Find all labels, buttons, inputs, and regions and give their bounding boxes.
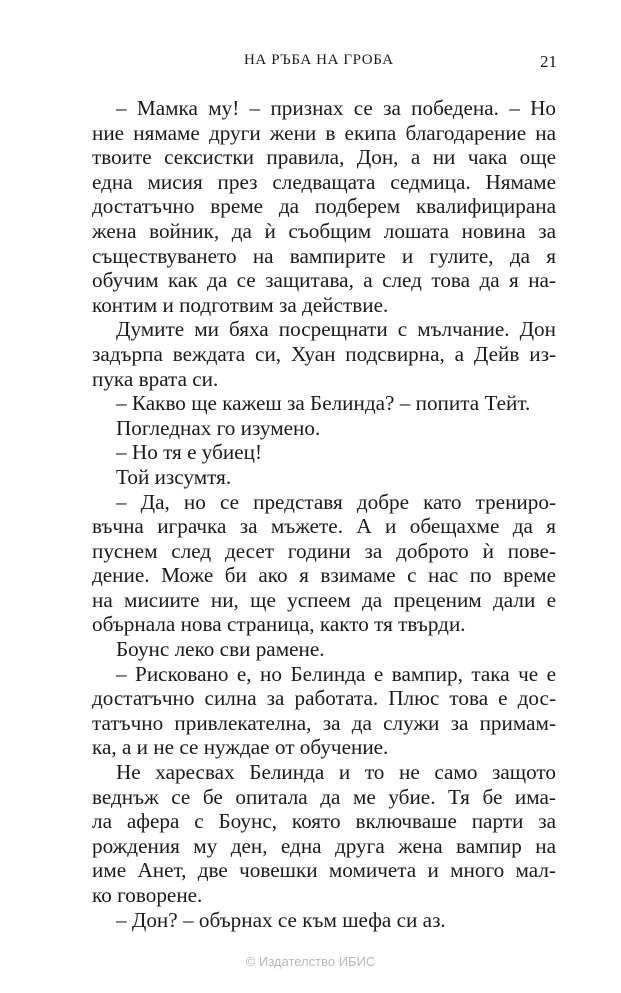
text-line: Той изсумтя. [116, 464, 232, 489]
text-line: татъчно привлекателна, за да служи за примам- [92, 710, 556, 735]
text-line: – Дон? – обърнах се към шефа си аз. [116, 907, 446, 932]
copyright-footer: © Издателство ИБИС [245, 954, 376, 969]
text-line: Боунс леко сви рамене. [116, 637, 325, 662]
text-line: Думите ми бяха посрещнати с мълчание. Дон [116, 317, 556, 342]
text-line: пука врата си. [92, 366, 219, 391]
text-line: рождения му ден, една друга жена вампир на [92, 833, 556, 858]
text-line: една мисия през следващата седмица. Нямаме [92, 169, 556, 194]
text-line: – Но тя е убиец! [116, 440, 263, 465]
text-line: достатъчно силна за работата. Плюс това е дос- [92, 686, 556, 711]
paragraph [92, 96, 556, 317]
text-line: на мисиите ни, ще успеем да преценим дали е [92, 587, 556, 612]
paragraph [92, 637, 556, 662]
text-line: ко говорене. [92, 883, 203, 907]
text-line: – Мамка му! – признах се за победена. – Но [116, 96, 556, 120]
text-line: съществуването на вампирите и гулите, да я [92, 243, 556, 268]
paragraph [92, 760, 556, 908]
text-line: контим и подготвим за действие. [92, 292, 389, 317]
text-line: задърпа веждата си, Хуан подсвирна, а Дейв из- [92, 341, 556, 366]
text-line: твоите сексистки правила, Дон, а ни чака още [92, 145, 556, 170]
text-line: Погледнах го изумено. [116, 415, 321, 440]
paragraph [92, 465, 556, 490]
text-line: – Какво ще кажеш за Белинда? – попита Тейт. [116, 391, 531, 416]
paragraph [92, 416, 556, 441]
text-line: ла афера с Боунс, която включваше парти за [92, 809, 556, 834]
paragraph [92, 490, 556, 638]
text-line: обучим как да се защитава, а след това да я на- [92, 268, 556, 293]
text-line: ка, а и не се нуждае от обучение. [92, 735, 389, 760]
paragraph [92, 908, 556, 933]
text-line: достатъчно време да подберем квалифицирана [92, 194, 556, 219]
paragraph [92, 391, 556, 416]
page-number: 21 [540, 52, 557, 71]
page-header [92, 52, 557, 76]
paragraph [92, 317, 556, 391]
text-line: Не харесвах Белинда и то не само защото [116, 760, 556, 785]
text-line: обърнала нова страница, както тя твърди. [92, 612, 466, 637]
text-line: дение. Може би ако я взимаме с нас по време [92, 563, 556, 588]
text-line: въчна играчка за мъжете. А и обещахме да я [92, 514, 556, 539]
text-line: ние нямаме други жени в екипа благодарение на [92, 120, 556, 145]
running-title: НА РЪБА НА ГРОБА [244, 52, 394, 68]
paragraph [92, 440, 556, 465]
text-line: жена войник, да ѝ съобщим лошата новина за [92, 218, 556, 243]
text-line: пуснем след десет години за доброто ѝ пове- [92, 538, 556, 563]
body-text [92, 96, 556, 932]
text-line: – Да, но се представя добре като трениро- [116, 489, 556, 514]
paragraph [92, 662, 556, 760]
text-line: – Рисковано е, но Белинда е вампир, така че е [116, 661, 556, 686]
text-line: име Анет, две човешки момичета и много мал- [92, 858, 556, 883]
text-line: веднъж се бе опитала да ме убие. Тя бе има- [92, 784, 556, 809]
